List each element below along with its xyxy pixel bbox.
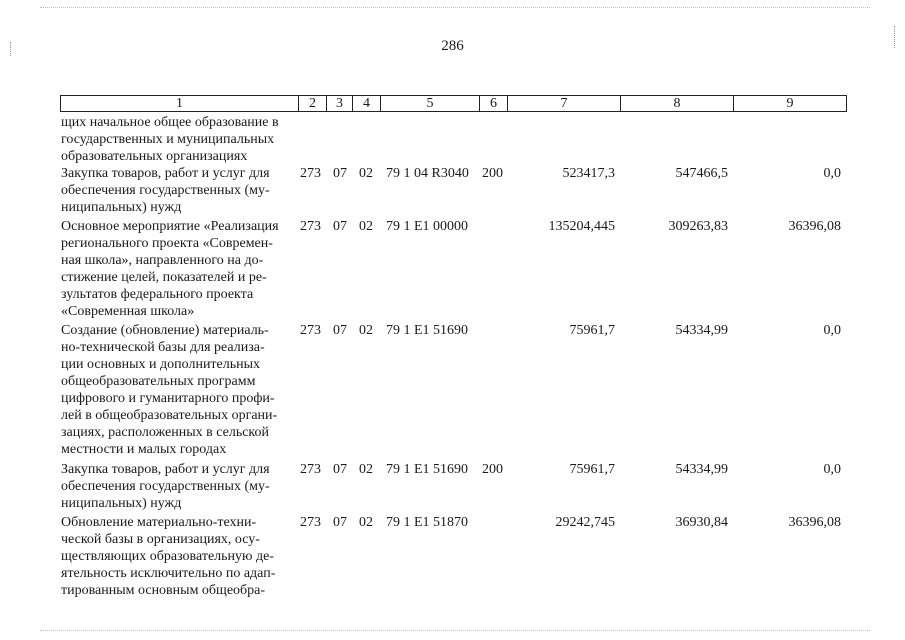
header-col-7: 7	[507, 95, 621, 112]
row-name-line: Создание (обновление) материаль-	[61, 323, 269, 338]
cell-target-code: 79 1 E1 51690	[386, 323, 469, 338]
cell-amount-col8: 547466,5	[675, 166, 728, 181]
row-name-line: Основное мероприятие «Реализация	[61, 219, 279, 234]
row-name-line: ществляющих образовательную де-	[61, 549, 274, 564]
page-number: 286	[441, 38, 464, 54]
cell-ministry-code: 273	[300, 515, 321, 530]
cell-amount-col9: 0,0	[823, 166, 841, 181]
cell-subsection-code: 02	[359, 515, 373, 530]
header-col-2: 2	[298, 95, 327, 112]
cell-section-code: 07	[333, 166, 347, 181]
cell-amount-col8: 54334,99	[675, 462, 728, 477]
cell-subsection-code: 02	[359, 462, 373, 477]
row-name-line: ниципальных) нужд	[61, 200, 182, 215]
cell-amount-col9: 0,0	[823, 462, 841, 477]
row-name-line: но-технической базы для реализа-	[61, 340, 265, 355]
scan-border-bottom	[40, 630, 870, 632]
cell-amount-col7: 523417,3	[562, 166, 615, 181]
header-col-1: 1	[60, 95, 299, 112]
cell-section-code: 07	[333, 515, 347, 530]
row-name	[61, 165, 297, 216]
cell-amount-col8: 54334,99	[675, 323, 728, 338]
cell-target-code: 79 1 E1 51870	[386, 515, 469, 530]
cell-amount-col7: 75961,7	[569, 323, 615, 338]
row-name-line: ческой базы в организациях, осу-	[61, 532, 260, 547]
header-col-4: 4	[352, 95, 381, 112]
header-col-9: 9	[733, 95, 847, 112]
row-name-line: ниципальных) нужд	[61, 496, 182, 511]
cell-ministry-code: 273	[300, 219, 321, 234]
cell-amount-col7: 29242,745	[555, 515, 615, 530]
cell-subsection-code: 02	[359, 166, 373, 181]
cell-section-code: 07	[333, 323, 347, 338]
row-name-line: Закупка товаров, работ и услуг для	[61, 166, 270, 181]
cell-amount-col9: 36396,08	[788, 515, 841, 530]
row-name-line: зультатов федерального проекта	[61, 287, 254, 302]
cell-ministry-code: 273	[300, 166, 321, 181]
cell-amount-col7: 135204,445	[548, 219, 615, 234]
row-name-line: щих начальное общее образование в	[61, 115, 279, 130]
row-name	[61, 322, 297, 458]
cell-target-code: 79 1 E1 00000	[386, 219, 469, 234]
header-col-5: 5	[380, 95, 480, 112]
cell-section-code: 07	[333, 462, 347, 477]
cell-section-code: 07	[333, 219, 347, 234]
row-name-line: стижение целей, показателей и ре-	[61, 270, 267, 285]
row-name-line: местности и малых городах	[61, 442, 227, 457]
cell-amount-col7: 75961,7	[569, 462, 615, 477]
cell-target-code: 79 1 E1 51690	[386, 462, 469, 477]
header-col-8: 8	[620, 95, 734, 112]
row-name-line: обеспечения государственных (му-	[61, 183, 270, 198]
row-name	[61, 514, 297, 599]
row-name-line: тированным основным общеобра-	[61, 583, 266, 598]
cell-ministry-code: 273	[300, 462, 321, 477]
cell-target-code: 79 1 04 R3040	[386, 166, 469, 181]
cell-amount-col8: 36930,84	[675, 515, 728, 530]
cell-amount-col9: 36396,08	[788, 219, 841, 234]
row-name-line: зациях, расположенных в сельской	[61, 425, 270, 440]
cell-ministry-code: 273	[300, 323, 321, 338]
header-col-6: 6	[479, 95, 508, 112]
header-col-3: 3	[326, 95, 353, 112]
cell-amount-col9: 0,0	[823, 323, 841, 338]
row-name-line: ятельность исключительно по адап-	[61, 566, 276, 581]
row-name	[61, 114, 297, 165]
cell-subsection-code: 02	[359, 219, 373, 234]
row-name-line: регионального проекта «Современ-	[61, 236, 273, 251]
cell-subsection-code: 02	[359, 323, 373, 338]
row-name-line: общеобразовательных программ	[61, 374, 256, 389]
row-name-line: государственных и муниципальных	[61, 132, 275, 147]
row-name-line: образовательных организациях	[61, 149, 248, 164]
row-name-line: Обновление материально-техни-	[61, 515, 257, 530]
cell-amount-col8: 309263,83	[668, 219, 728, 234]
row-name-line: «Современная школа»	[61, 304, 195, 319]
row-name-line: обеспечения государственных (му-	[61, 479, 270, 494]
row-name	[61, 218, 297, 320]
row-name-line: лей в общеобразовательных органи-	[61, 408, 278, 423]
cell-expense-type: 200	[482, 166, 503, 181]
row-name	[61, 461, 297, 512]
row-name-line: ная школа», направленного на до-	[61, 253, 264, 268]
row-name-line: Закупка товаров, работ и услуг для	[61, 462, 270, 477]
cell-expense-type: 200	[482, 462, 503, 477]
row-name-line: цифрового и гуманитарного профи-	[61, 391, 275, 406]
row-name-line: ции основных и дополнительных	[61, 357, 261, 372]
